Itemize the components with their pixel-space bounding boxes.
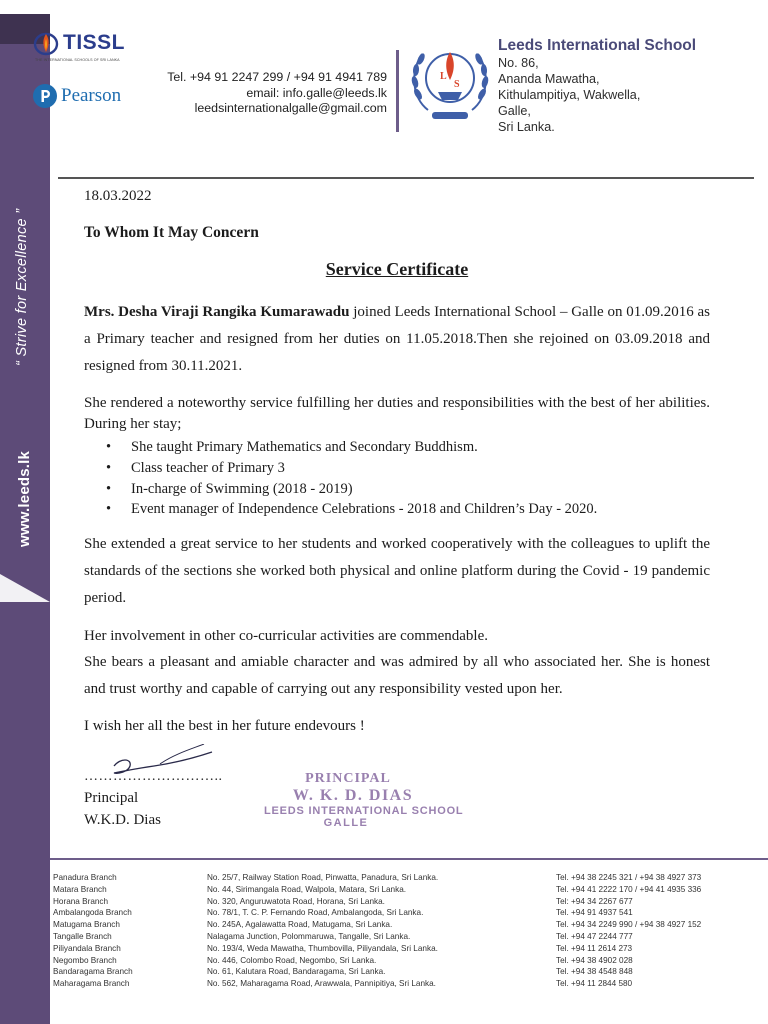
address-line: Kithulampitiya, Wakwella, <box>498 88 641 102</box>
branch-name: Negombo Branch <box>53 955 117 965</box>
branch-phone: Tel. +94 38 2245 321 / +94 38 4927 373 <box>556 873 702 882</box>
branch-address: No. 61, Kalutara Road, Bandaragama, Sri Lanka. <box>207 967 386 977</box>
header-rule <box>58 177 754 179</box>
bullet-icon: • <box>106 501 112 518</box>
side-band-fold <box>0 574 50 602</box>
branch-address: Nalagama Junction, Polommaruwa, Tangalle, Sri Lanka. <box>207 931 411 941</box>
tissl-logo <box>33 30 125 56</box>
branch-name: Bandaragama Branch <box>53 967 133 977</box>
website-text: www.leeds.lk <box>16 450 33 547</box>
bullet-icon: • <box>106 459 112 476</box>
address-line: No. 86, <box>498 56 539 70</box>
list-item-text: In-charge of Swimming (2018 - 2019) <box>131 480 353 497</box>
stamp-role: PRINCIPAL <box>305 771 391 786</box>
signatory-role: Principal <box>84 790 139 806</box>
branch-phone: Tel. +94 41 2222 170 / +94 41 4935 336 <box>556 884 702 894</box>
branch-name: Matugama Branch <box>53 920 120 930</box>
service-dates-text: joined Leeds International School – Galle on 01.09.2016 as a Primary teacher and resigned from her duties on 11.05.2018.Then she rejoined on 03.09.2018 and resigned from 30.11.2021. <box>84 304 710 374</box>
pearson-name: Pearson <box>61 85 122 106</box>
branch-names-column <box>53 872 133 990</box>
stamp-name: W. K. D. DIAS <box>292 787 414 804</box>
teacher-name: Mrs. Desha Viraji Rangika Kumarawadu <box>84 304 350 320</box>
branch-phone: Tel. +94 11 2614 273 <box>556 943 633 953</box>
branch-name: Panadura Branch <box>53 873 117 882</box>
pearson-p-icon <box>33 84 57 108</box>
branch-phone: Tel. +94 38 4902 028 <box>556 955 633 965</box>
school-block <box>498 37 696 135</box>
branch-address: No. 446, Colombo Road, Negombo, Sri Lanka. <box>207 955 377 965</box>
list-item <box>106 499 597 520</box>
branch-phone: Tel. +94 91 4937 541 <box>556 908 633 918</box>
paragraph-character: She bears a pleasant and amiable character and was admired by all who associated her. She is honest and trust worthy and capable of carrying out any responsibility vested upon her. <box>84 654 710 697</box>
branch-name: Maharagama Branch <box>53 979 130 989</box>
list-item <box>106 479 597 500</box>
branch-name: Horana Branch <box>53 896 109 906</box>
branch-address: No. 44, Sirimangala Road, Walpola, Matara, Sri Lanka. <box>207 884 407 894</box>
branch-name: Ambalangoda Branch <box>53 908 132 918</box>
branch-phone: Tel. +94 38 4548 848 <box>556 967 633 977</box>
tissl-name: TISSL <box>63 31 126 54</box>
salutation: To Whom It May Concern <box>84 224 259 241</box>
principal-stamp <box>264 771 464 829</box>
svg-text:L: L <box>440 71 447 82</box>
school-address <box>498 55 696 135</box>
motto-text: “ Strive for Excellence ” <box>14 208 30 366</box>
branch-phone: Tel: +94 34 2267 677 <box>556 896 633 906</box>
paragraph-wishes: I wish her all the best in her future endevours ! <box>84 718 365 734</box>
letterhead <box>0 0 768 170</box>
branch-phone: Tel. +94 47 2244 777 <box>556 931 633 941</box>
address-line: Sri Lanka. <box>498 120 555 134</box>
branch-phone: Tel. +94 34 2249 990 / +94 38 4927 152 <box>556 920 702 930</box>
paragraph-pandemic-service: She extended a great service to her students and worked cooperatively with the colleagues to uplift the standards of the sections she worked both physical and online platform during the Covid - 19 pandemic period. <box>84 536 710 606</box>
list-item-text: Class teacher of Primary 3 <box>131 459 285 476</box>
tissl-flame-icon <box>33 30 59 56</box>
branch-phones-column <box>556 872 701 990</box>
contact-block <box>167 70 387 117</box>
paragraph-service-intro: She rendered a noteworthy service fulfilling her duties and responsibilities with the best of her abilities. During her stay; <box>84 395 710 432</box>
stamp-school: LEEDS INTERNATIONAL SCHOOL <box>264 805 464 817</box>
branch-phone: Tel. +94 11 2844 580 <box>556 979 633 989</box>
branch-name: Piliyandala Branch <box>53 943 121 953</box>
address-line: Galle, <box>498 104 531 118</box>
school-crest-icon <box>404 32 496 124</box>
address-line: Ananda Mawatha, <box>498 72 600 86</box>
branches-footer <box>0 858 768 1024</box>
branch-address: No. 562, Maharagama Road, Arawwala, Pannipitiya, Sri Lanka. <box>207 979 436 989</box>
list-item-text: She taught Primary Mathematics and Secondary Buddhism. <box>131 439 478 455</box>
contact-email-alt: leedsinternationalgalle@gmail.com <box>194 101 387 115</box>
branch-address: No. 245A, Agalawatta Road, Matugama, Sri Lanka. <box>207 920 393 930</box>
list-item-text: Event manager of Independence Celebrations - 2018 and Children’s Day - 2020. <box>131 501 598 518</box>
bullet-icon: • <box>106 439 112 455</box>
branch-addresses-column <box>207 872 438 990</box>
letter-date: 18.03.2022 <box>84 188 152 204</box>
signatory-name: W.K.D. Dias <box>84 812 161 828</box>
list-item <box>106 458 597 479</box>
branch-address: No. 25/7, Railway Station Road, Pinwatta, Panadura, Sri Lanka. <box>207 873 439 882</box>
duties-list <box>106 437 597 520</box>
branch-address: No. 320, Anguruwatota Road, Horana, Sri Lanka. <box>207 896 385 906</box>
footer-rule <box>50 858 768 860</box>
branch-address: No. 78/1, T. C. P. Fernando Road, Ambalangoda, Sri Lanka. <box>207 908 424 918</box>
header-divider <box>396 50 399 132</box>
svg-text:S: S <box>454 79 460 90</box>
paragraph-service-dates <box>84 299 710 380</box>
branch-address: No. 193/4, Weda Mawatha, Thumbovilla, Piliyandala, Sri Lanka. <box>207 943 438 953</box>
branch-name: Tangalle Branch <box>53 931 112 941</box>
stamp-city: GALLE <box>323 817 369 829</box>
certificate-title: Service Certificate <box>325 259 469 279</box>
contact-phone: Tel. +94 91 2247 299 / +94 91 4941 789 <box>167 70 387 84</box>
bullet-icon: • <box>106 480 112 497</box>
school-name: Leeds International School <box>498 37 697 54</box>
list-item <box>106 437 597 458</box>
tissl-subtitle: THE INTERNATIONAL SCHOOLS OF SRI LANKA <box>35 58 120 62</box>
contact-email: email: info.galle@leeds.lk <box>246 85 387 100</box>
branch-name: Matara Branch <box>53 884 107 894</box>
signature-line: ……………………….. <box>84 769 223 784</box>
pearson-logo <box>33 84 121 108</box>
paragraph-cocurricular: Her involvement in other co-curricular activities are commendable. <box>84 628 488 644</box>
